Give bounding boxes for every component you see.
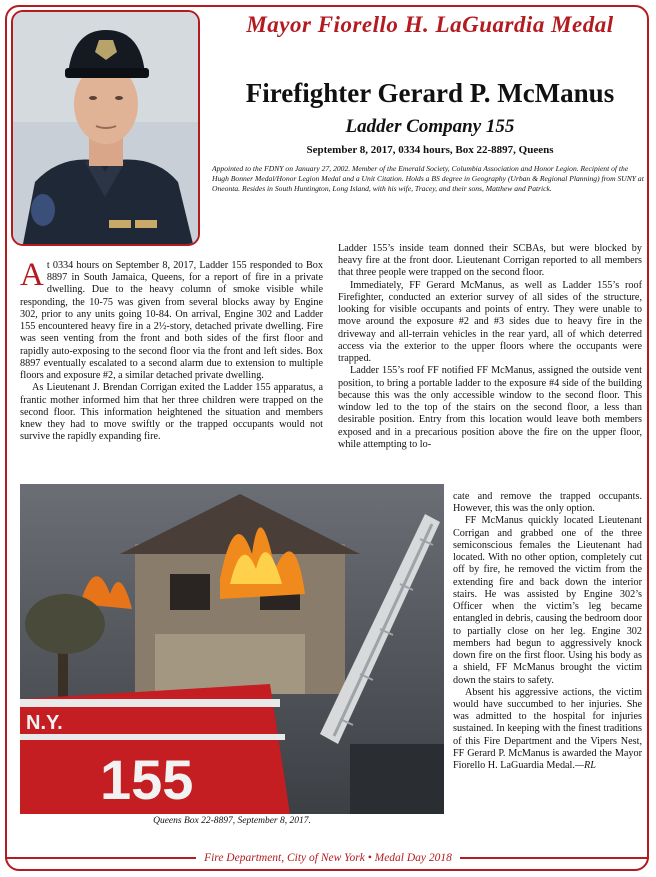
article-column-left <box>20 257 323 444</box>
recipient-name: Firefighter Gerard P. McManus <box>245 78 615 108</box>
fire-scene-photo <box>20 484 444 814</box>
drop-cap: A <box>20 257 44 293</box>
article-paragraph: Ladder 155’s inside team donned their SCBAs, but were blocked by heavy fire at the front door. Lieutenant Corrigan reported to all members that three people were trapped on the second floor. <box>338 243 642 279</box>
footer-left: Fire Department, City of New York <box>204 852 365 864</box>
firefighter-portrait <box>11 10 200 246</box>
article-paragraph: Immediately, FF Gerard McManus, as well as Ladder 155’s roof Firefighter, conducted an exterior survey of all sides of the structure, looking for visible occupants and points of entry. They were unable to move around the exposure #2 and #3 sides due to heavy fire in the driveway and all-terrain vehicles in the rear yard, all of which deterred access via the exterior to the upper floors where the occupants were trapped. <box>338 279 642 365</box>
footer-text <box>196 852 460 864</box>
company-name: Ladder Company 155 <box>345 116 515 137</box>
recipient-bio: Appointed to the FDNY on January 27, 2002. Member of the Emerald Society, Columbia Association and Honor Legion. Recipient of the Hugh Bonner Medal/Honor Legion Medal and a Unit Citation. Holds a BS degree in Geography (Urban & Regional Planning) from SUNY at Oneonta. Resides in South Huntington, Long Island, with his wife, Tracey, and their sons, Matthew and Patrick. <box>212 164 644 194</box>
portrait-illustration <box>13 12 198 244</box>
article-paragraph <box>20 257 323 382</box>
photo-caption: Queens Box 22-8897, September 8, 2017. <box>153 816 311 826</box>
author-signoff: —RL <box>574 760 596 772</box>
article-paragraph <box>453 687 642 773</box>
article-column-narrow <box>453 491 642 772</box>
footer-right: Medal Day 2018 <box>374 852 452 864</box>
article-column-right <box>338 243 642 451</box>
paragraph-text: t 0334 hours on September 8, 2017, Ladder 155 responded to Box 8897 in South Jamaica, Queens, for a report of fire in a private dwelling. Due to the heavy column of smoke visible while responding, the 10-75 was given from several blocks away by Engine 302, prior to any units going 10-84. On arrival, Engine 302 and Ladder 155 encountered heavy fire in a 2½-story, detached private dwelling. Fire was seen venting from the front and both sides of the first floor and rapidly auto-exposing to the second floor via the front and left sides. Box 8897 eventually escalated to a second alarm due to extension to multiple floors and exposure #2, a similar detached private dwelling. <box>20 260 323 382</box>
footer-bullet: • <box>367 852 372 864</box>
page-footer <box>0 848 656 866</box>
truck-text: N.Y. <box>26 712 63 734</box>
medal-title: Mayor Fiorello H. LaGuardia Medal <box>246 12 614 37</box>
fire-scene-illustration <box>20 484 444 814</box>
article-paragraph: As Lieutenant J. Brendan Corrigan exited the Ladder 155 apparatus, a frantic mother informed him that her three children were trapped on the second floor. This information heightened the situation and members knew they had to move swiftly or the trapped occupants would not survive the rapidly expanding fire. <box>20 382 323 443</box>
paragraph-text: Absent his aggressive actions, the victim would have succumbed to her injuries. She was admitted to the hospital for injuries sustained. In keeping with the finest traditions of this Fire Department and the Vipers Nest, FF Gerard P. McManus is awarded the Mayor Fiorello H. LaGuardia Medal. <box>453 686 642 772</box>
truck-number: 155 <box>100 748 194 811</box>
article-paragraph: Ladder 155’s roof FF notified FF McManus, assigned the outside vent position, to bring a portable ladder to the exposure #4 side of the building because this was the only accessible window to the second floor. This window led to the top of the stairs on the second floor, a less than desirable position. Entry from this location would leave both members exposed and in a precarious position above the fire on the upper floor, while attempting to lo- <box>338 365 642 450</box>
incident-dateline: September 8, 2017, 0334 hours, Box 22-8897, Queens <box>306 144 554 156</box>
article-paragraph: cate and remove the trapped occupants. However, this was the only option. <box>453 491 642 515</box>
article-paragraph: FF McManus quickly located Lieutenant Corrigan and grabbed one of the three semiconscious females the Lieutenant had located. With no other option, completely cut off by fire, he removed the victim from the extending fire and back down the interior stairs. He was assisted by Engine 302’s Officer when the victim’s leg became entangled in debris, causing the bedroom door to partially close on her leg. Engine 302 members had begun to aggressively knock down fire on the first floor. Using his body as a shield, FF McManus brought the victim down the stairs to safety. <box>453 515 642 686</box>
